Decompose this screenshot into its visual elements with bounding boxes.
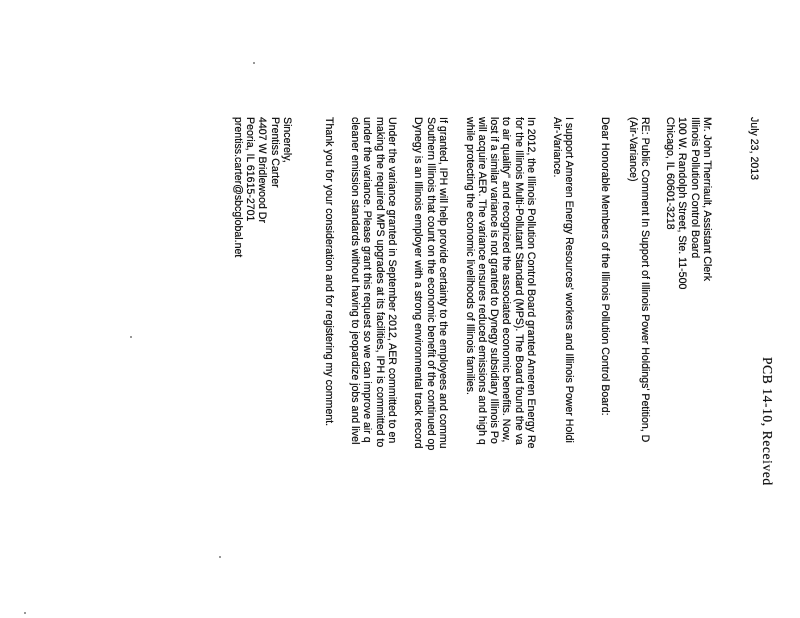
paragraph-commitment bbox=[349, 117, 398, 447]
paragraph-line: Dynegy is an Illinois employer with a strong environmental track record bbox=[412, 117, 425, 449]
rotated-letter bbox=[113, 117, 773, 612]
address-line: Mr. John Therriault, Assistant Clerk bbox=[701, 117, 713, 282]
paragraph-background bbox=[463, 117, 537, 449]
signer-street: 4407 W Bridlewood Dr bbox=[256, 117, 269, 223]
signer-name: Prentiss Carter bbox=[268, 117, 281, 188]
salutation: Dear Honorable Members of the Illinois Pollution Control Board: bbox=[599, 117, 611, 416]
scan-speck bbox=[253, 62, 255, 64]
subject-line bbox=[626, 117, 651, 442]
paragraph-line: In 2012, the Illinois Pollution Control Board granted Ameren Energy Re bbox=[525, 117, 537, 449]
paragraph-line: Under the variance granted in September 2012, AER committed to en bbox=[386, 117, 398, 444]
paragraph-line: If granted, IPH will help provide certainty to the employees and commu bbox=[437, 117, 449, 449]
thank-you-line: Thank you for your consideration and for registering my comment. bbox=[323, 117, 335, 427]
received-stamp-header: PCB 14-10, Received bbox=[760, 357, 775, 486]
paragraph-support bbox=[550, 117, 575, 443]
letter-date: July 23, 2013 bbox=[748, 117, 760, 181]
subject-docket: (Air-Variance) bbox=[626, 117, 639, 182]
paragraph-line: while protecting the economic livelihoods of Illinois families. bbox=[463, 117, 476, 395]
signer-email: prentiss.carter@sbcglobal.net bbox=[231, 117, 244, 258]
address-line: Illinois Pollution Control Board bbox=[688, 117, 701, 259]
paragraph-line: for the Illinois Multi-Pollutant Standard (MPS). The Board found the va bbox=[512, 117, 525, 445]
paragraph-line: cleaner emission standards without having to jeopardize jobs and livel bbox=[349, 117, 362, 445]
scan-speck bbox=[130, 336, 132, 338]
paragraph-line: I support Ameren Energy Resources' workers and Illinois Power Holdi bbox=[563, 117, 575, 443]
scan-speck bbox=[24, 612, 26, 614]
paragraph-line: Air-Variance. bbox=[550, 117, 563, 178]
paragraph-certainty bbox=[412, 117, 449, 450]
address-line: 100 W. Randolph Street, Ste. 11-500 bbox=[676, 117, 689, 290]
paragraph-line: Southern Illinois that count on the economic benefit of the continued op bbox=[424, 117, 437, 451]
paragraph-line: will acquire AER. The variance ensures reduced emissions and high q bbox=[475, 117, 488, 445]
paragraph-line: under the variance. Please grant this request so we can improve air q bbox=[361, 117, 374, 443]
paragraph-line: to air quality" and recognized the associated economic benefits. Now, bbox=[500, 117, 513, 443]
subject-text: RE: Public Comment In Support of Illinois Power Holdings' Petition, D bbox=[639, 117, 651, 443]
signature-block bbox=[232, 117, 293, 257]
paragraph-line: lost if a similar variance is not granted to Dynegy subsidiary Illinois Po bbox=[488, 117, 501, 444]
address-line: Chicago, IL 60601-3218 bbox=[664, 117, 677, 230]
scan-speck bbox=[219, 556, 221, 558]
paragraph-line: making the required MPS upgrades at its facilities, IPH is committed to bbox=[373, 117, 386, 448]
closing: Sincerely, bbox=[281, 117, 293, 163]
signer-city: Peoria, IL 61615-2701 bbox=[244, 117, 257, 222]
recipient-address bbox=[664, 117, 713, 289]
